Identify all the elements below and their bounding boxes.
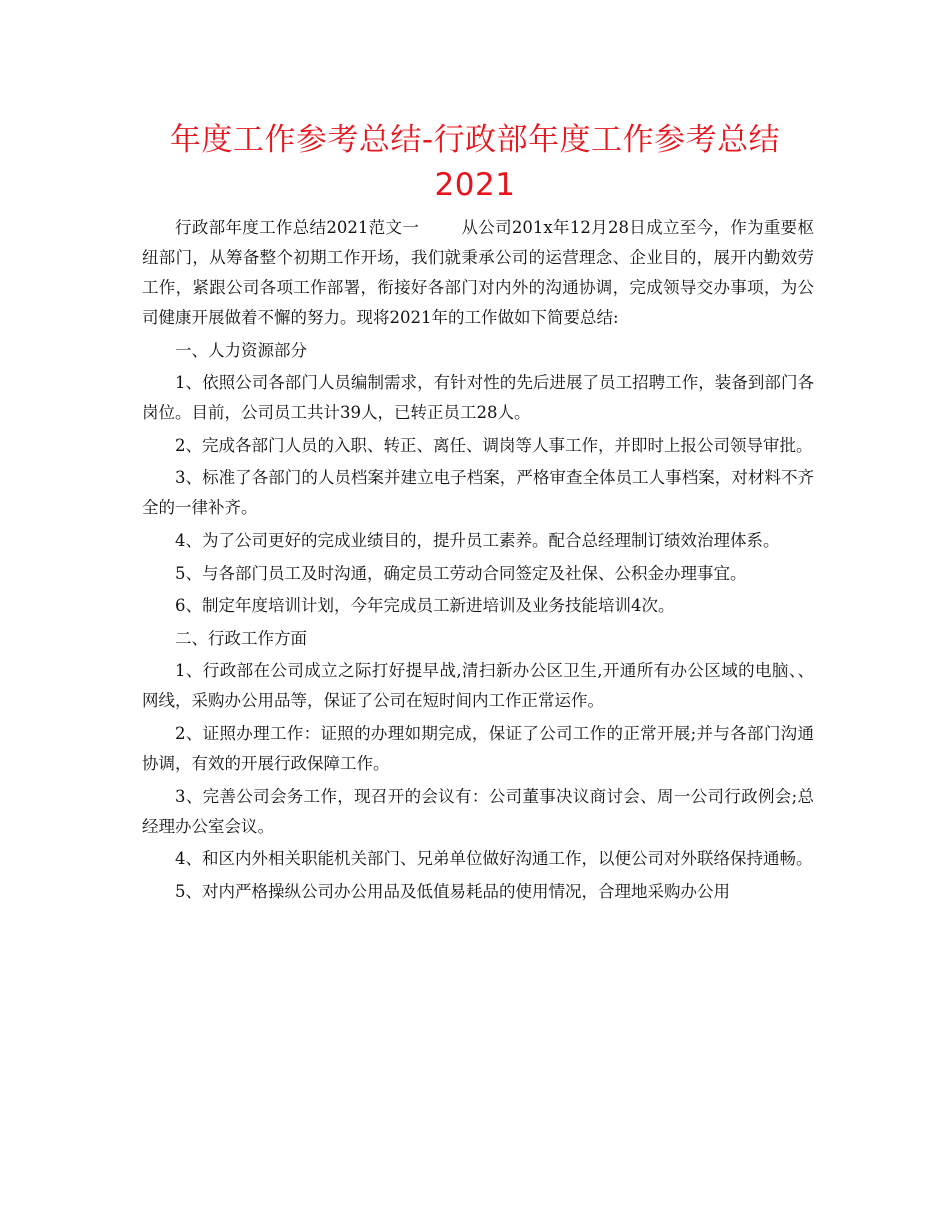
intro-paragraph	[142, 213, 814, 333]
paragraph: 6、制定年度培训计划，今年完成员工新进培训及业务技能培训4次。	[175, 596, 675, 616]
paragraph: 1、依照公司各部门人员编制需求，有针对性的先后进展了员工招聘工作，装备到部门各岗位。目前，公司员工共计39人，已转正员工28人。	[142, 373, 814, 423]
paragraph: 3、完善公司会务工作，现召开的会议有：公司董事决议商讨会、周一公司行政例会;总经理办公室会议。	[142, 786, 814, 836]
document-title: 年度工作参考总结-行政部年度工作参考总结2021	[169, 122, 781, 203]
intro-prefix: 行政部年度工作总结2021范文一	[175, 218, 420, 237]
intro-text: 从公司201x年12月28日成立至今，作为重要枢纽部门，从筹备整个初期工作开场，我们就秉承公司的运营理念、企业目的，展开内勤效劳工作，紧跟公司各项工作部署，衔接好各部门对内外的沟通协调，完成领导交办事项，为公司健康开展做着不懈的努力。现将2021年的工作做如下简要总结:	[142, 218, 814, 327]
paragraph: 2、证照办理工作：证照的办理如期完成，保证了公司工作的正常开展;并与各部门沟通协调，有效的开展行政保障工作。	[142, 723, 814, 773]
paragraph: 5、与各部门员工及时沟通，确定员工劳动合同签定及社保、公积金办理事宜。	[175, 563, 747, 583]
document-body	[142, 213, 814, 909]
section-heading: 一、人力资源部分	[175, 340, 307, 360]
section-heading: 二、行政工作方面	[175, 628, 307, 648]
paragraph: 4、为了公司更好的完成业绩目的，提升员工素养。配合总经理制订绩效治理体系。	[175, 530, 780, 550]
paragraph: 5、对内严格操纵公司办公用品及低值易耗品的使用情况，合理地采购办公用	[175, 881, 730, 901]
paragraph: 4、和区内外相关职能机关部门、兄弟单位做好沟通工作，以便公司对外联络保持通畅。	[175, 849, 813, 869]
paragraph: 3、标准了各部门的人员档案并建立电子档案，严格审查全体员工人事档案，对材料不齐全的一律补齐。	[142, 468, 814, 518]
paragraph: 1、行政部在公司成立之际打好提早战,清扫新办公区卫生,开通所有办公区域的电脑、、网线，采购办公用品等，保证了公司在短时间内工作正常运作。	[142, 661, 814, 711]
paragraph: 2、完成各部门人员的入职、转正、离任、调岗等人事工作，并即时上报公司领导审批。	[175, 435, 813, 455]
